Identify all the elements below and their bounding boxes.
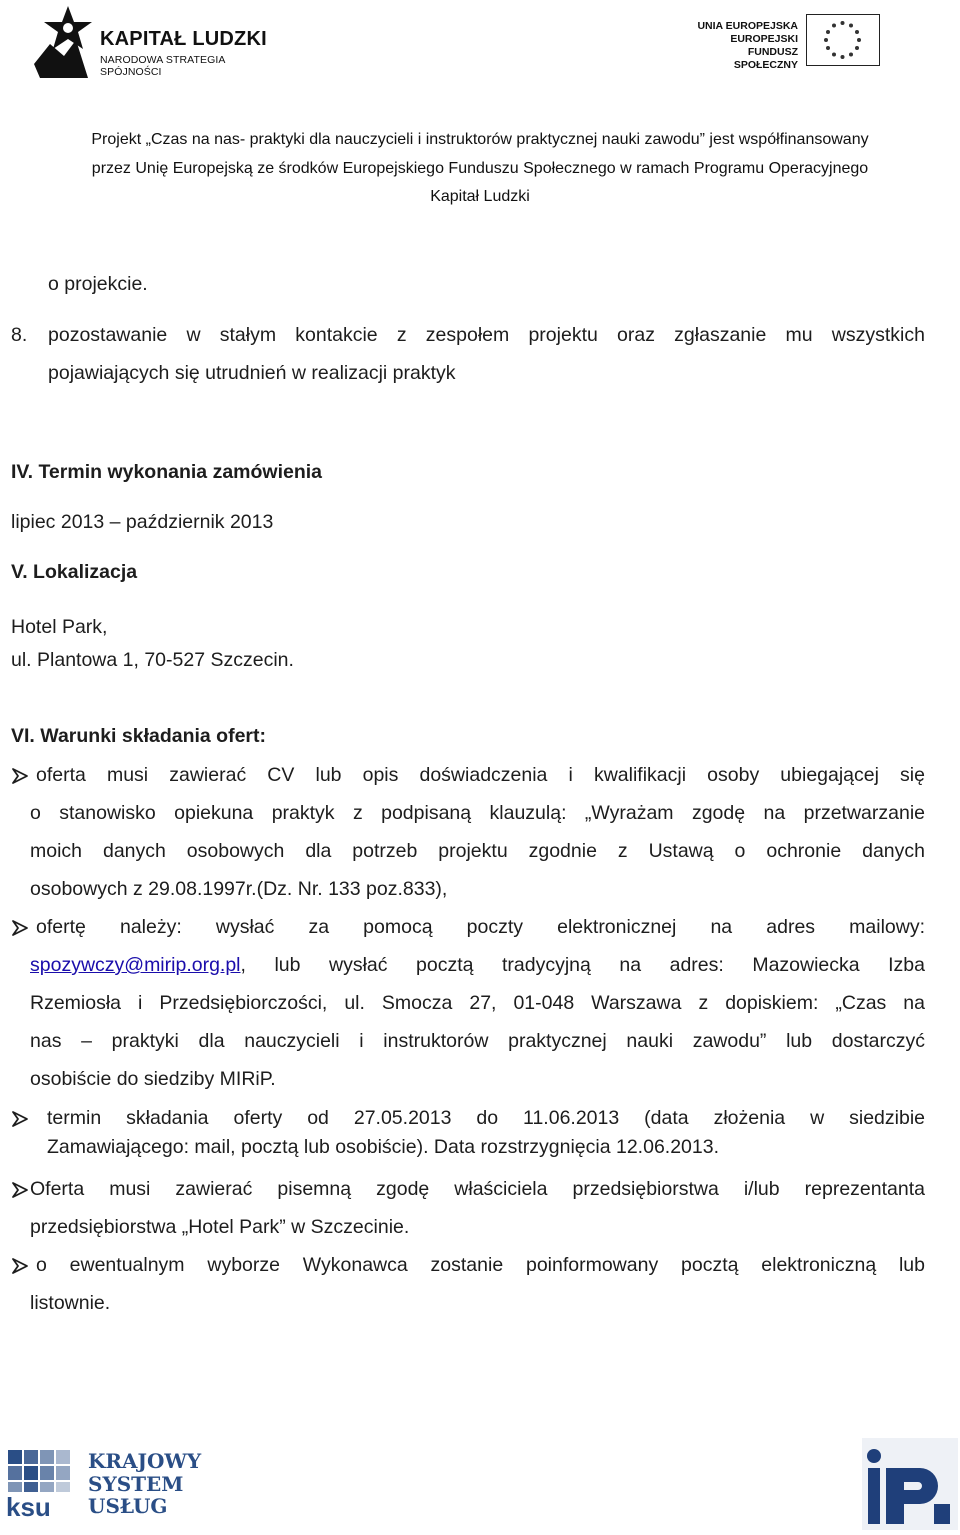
arrow-bullet-icon [10,766,30,786]
bullet-1-line-4: osobowych z 29.08.1997r.(Dz. Nr. 133 poz.833), [30,878,448,900]
project-line-1: Projekt „Czas na nas- praktyki dla nauczycieli i instruktorów praktycznej nauki zawodu” jest współfinansowany [91,131,869,148]
arrow-bullet-icon [10,1109,30,1129]
email-link[interactable]: spozywczy@mirip.org.pl [30,954,241,976]
star-figure-icon [30,4,96,82]
eu-line-2: EUROPEJSKI [730,33,798,45]
ksu-words [88,1450,201,1518]
item-8-line-2: pojawiających się utrudnień w realizacji praktyk [48,362,456,384]
project-line-3: Kapitał Ludzki [430,188,530,205]
bullet-1-line-1: oferta musi zawierać CV lub opis doświadczenia i kwalifikacji osoby ubiegającej się [36,764,925,786]
bullet-3-line-2: Zamawiającego: mail, pocztą lub osobiście). Data rozstrzygnięcia 12.06.2013. [47,1136,720,1158]
bullet-2-line-1: ofertę należy: wysłać za pomocą poczty elektronicznej na adres mailowy: [36,916,925,938]
eu-line-3: FUNDUSZ SPOŁECZNY [733,46,798,71]
bullet-3-line-1: termin składania oferty od 27.05.2013 do 11.06.2013 (data złożenia w siedzibie [47,1107,925,1129]
project-line-2: przez Unię Europejską ze środków Europejskiego Funduszu Społecznego w ramach Programu Operacyjnego [91,159,869,177]
arrow-bullet-icon [10,1256,30,1276]
arrow-bullet-icon [10,1180,30,1200]
ksu-abbr: ksu [6,1492,51,1520]
eu-logo [696,14,886,70]
irp-abbr: irp [909,1529,911,1530]
ksu-line-3: USŁUG [88,1494,168,1518]
section-5-heading: V. Lokalizacja [11,561,138,583]
bullet-1-line-3: moich danych osobowych dla potrzeb projektu zgodnie z Ustawą o ochronie danych [30,840,925,862]
eu-text [696,20,798,72]
bullet-5-line-2: listownie. [30,1292,111,1314]
bullet-2-line-5: osobiście do siedziby MIRiP. [30,1068,276,1090]
ksu-logo [6,1448,206,1520]
ksu-squares-icon [6,1448,84,1520]
continuation-text: o projekcie. [48,273,148,295]
section-5-line-1: Hotel Park, [11,616,108,638]
section-6-heading: VI. Warunki składania ofert: [11,725,267,747]
kapital-ludzki-title: KAPITAŁ LUDZKI [100,28,267,50]
section-4-text: lipiec 2013 – październik 2013 [11,511,274,533]
section-4-heading: IV. Termin wykonania zamówienia [11,461,323,483]
irp-mark-icon [862,1438,958,1530]
bullet-5-line-1: o ewentualnym wyborze Wykonawca zostanie poinformowany pocztą elektroniczną lub [36,1254,925,1276]
arrow-bullet-icon [10,918,30,938]
eu-line-1: UNIA EUROPEJSKA [697,20,798,32]
bullet-1-line-2: o stanowisko opiekuna praktyk z podpisaną klauzulą: „Wyrażam zgodę na przetwarzanie [30,802,925,824]
item-8-number: 8. [11,324,28,346]
item-8-line-1: pozostawanie w stałym kontakcie z zespołem projektu oraz zgłaszanie mu wszystkich [48,324,925,346]
eu-flag-icon [806,14,880,66]
bullet-2-line-2 [30,946,925,984]
section-5-line-2: ul. Plantowa 1, 70-527 Szczecin. [11,649,294,671]
bullet-2-line-3: Rzemiosła i Przedsiębiorczości, ul. Smocza 27, 01-048 Warszawa z dopiskiem: „Czas na [30,992,925,1014]
ksu-line-2: SYSTEM [88,1471,184,1496]
irp-logo [862,1438,958,1530]
ksu-line-1: KRAJOWY [88,1449,202,1473]
bullet-4-line-2: przedsiębiorstwa „Hotel Park” w Szczecinie. [30,1216,410,1238]
bullet-4-line-1: Oferta musi zawierać pisemną zgodę właściciela przedsiębiorstwa i/lub reprezentanta [30,1178,925,1200]
kapital-ludzki-subtitle: NARODOWA STRATEGIA SPÓJNOŚCI [100,54,225,78]
bullet-2-line-2-rest: , lub wysłać pocztą tradycyjną na adres: Mazowiecka Izba [240,954,925,976]
bullet-2-line-4: nas – praktyki dla nauczycieli i instruktorów praktycznej nauki zawodu” lub dostarczyć [30,1030,925,1052]
kapital-ludzki-logo [30,4,280,82]
project-statement [0,126,960,212]
